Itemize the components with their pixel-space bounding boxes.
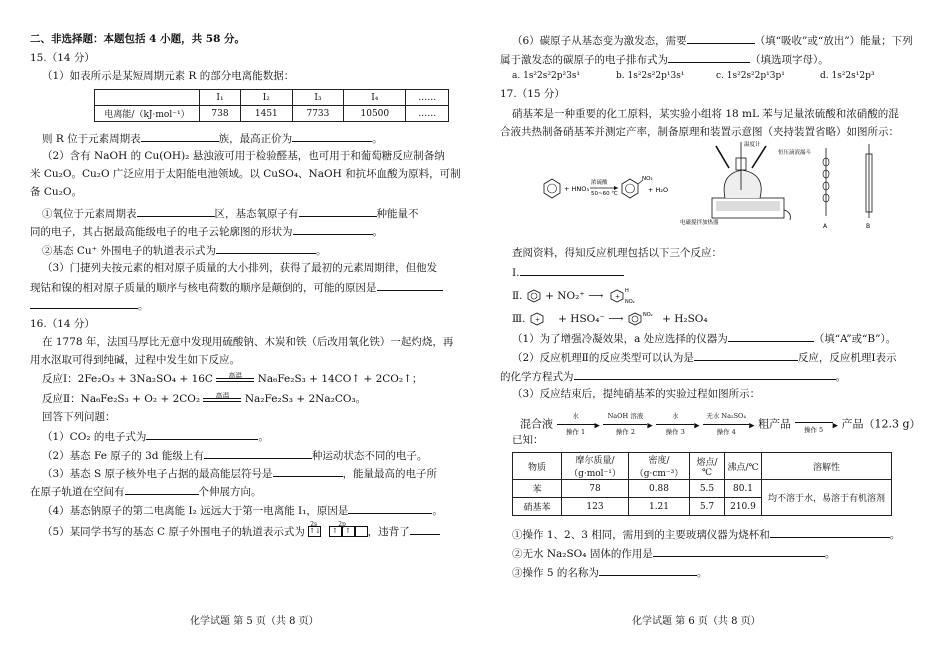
sigma-complex-icon	[529, 308, 555, 330]
table-header-cell: I₁	[200, 90, 241, 106]
q17-2	[512, 350, 896, 365]
reaction-2	[42, 393, 366, 406]
table-cell: 硝基苯	[513, 498, 562, 516]
text: Ⅰ.	[512, 267, 520, 279]
orbital-box-2p: ↑	[342, 526, 355, 537]
benzene-structure	[544, 179, 560, 198]
text: Na₂Fe₂S₃ + 2Na₂CO₃。	[244, 393, 367, 405]
text: 属于激发态的碳原子的电子排布式为	[500, 54, 668, 66]
orbital-box-2s: ↑↓	[309, 527, 321, 535]
q17-3c	[512, 565, 707, 580]
text: + HSO₄⁻ ⟶	[558, 313, 624, 325]
flow-step	[656, 410, 694, 439]
text: + NO₂⁺ ⟶	[545, 290, 604, 302]
step-bottom: 操作 1	[565, 428, 586, 436]
no2-label: NO₂	[624, 299, 635, 305]
table-header-cell: I₄	[344, 90, 406, 106]
table-cell: 5.7	[690, 498, 725, 516]
table-cell: 78	[562, 480, 629, 498]
blank-absorb-release[interactable]	[687, 33, 755, 44]
table-cell: 5.5	[690, 480, 725, 498]
table-header-cell	[95, 90, 200, 106]
cond-bottom: 50~60 ℃	[591, 191, 618, 197]
flow-chart: 混合液 水 操作 1 ▶ NaOH 溶液 操作 2 ▶ 水 操作 3 ▶ 无水 Na₂SO₄ 操作 4 ▶ 粗产品 操作 5 ▶ 产品（12.3 g）	[520, 410, 920, 439]
mech-2	[512, 285, 641, 307]
reaction-arrow	[203, 392, 241, 406]
q15-p3c	[30, 298, 149, 313]
blank-directions[interactable]	[125, 484, 199, 495]
table-cell: 苯	[513, 480, 562, 498]
text: ①氧位于元素周期表	[42, 208, 137, 220]
q15-p1: （1）如表所示是某短周期元素 R 的部分电离能数据：	[42, 70, 295, 82]
blank-na-reason[interactable]	[348, 503, 432, 514]
q17-1	[512, 331, 896, 346]
arrowhead	[614, 186, 618, 190]
blank-orbital[interactable]	[216, 243, 316, 254]
text: （2）基态 Fe 原子的 3d 能级上有	[42, 450, 204, 462]
page-footer-right: 化学试题 第 6 页（共 8 页）	[632, 616, 761, 627]
nitrobenzene-icon	[627, 308, 659, 330]
no2-label: NO₂	[642, 176, 653, 182]
blank-violation[interactable]	[410, 524, 440, 535]
blank-condenser[interactable]	[728, 331, 814, 342]
text: （6）碳原子从基态变为激发态，需要	[512, 35, 687, 47]
condition: 高温	[228, 372, 243, 380]
text: ，能量最高的电子所	[342, 468, 438, 480]
flow-step	[603, 410, 647, 439]
q17-3: （3）反应结束后，提纯硝基苯的实验过程如图所示：	[512, 388, 761, 400]
table-cell: 10500	[344, 106, 406, 122]
blank-energy-count[interactable]	[299, 206, 377, 217]
text: ②无水 Na₂SO₄ 固体的作用是	[512, 548, 653, 560]
text: 种运动状态不同的电子。	[311, 450, 428, 462]
q17-3b	[512, 546, 835, 561]
q16-p0b: 用水沤取可得到纯碱，过程中发生如下反应。	[30, 354, 240, 366]
reaction-arrow	[216, 372, 254, 386]
q15-p2c: 备 Cu₂O。	[30, 186, 82, 198]
text: 则 R 位于元素周期表	[42, 133, 141, 145]
table-cell-solubility: 均不溶于水，易溶于有机溶剂	[762, 480, 892, 516]
condenser-b	[866, 144, 872, 218]
q15-2-line1	[42, 206, 419, 221]
funnel-label: 恒压滴液漏斗	[778, 150, 812, 156]
text: 。	[835, 371, 846, 383]
q16-5	[42, 520, 440, 539]
flow-mid: 粗产品	[758, 417, 792, 431]
label-a: A	[823, 223, 828, 230]
q17-3a	[512, 527, 900, 542]
table-cell: 738	[200, 106, 241, 122]
label-2p: 2p	[338, 520, 346, 528]
sigma-complex-icon	[607, 285, 641, 307]
text: （4）基态钠原子的第二电离能 I₂ 远远大于第一电离能 I₁，原因是	[42, 505, 349, 517]
text: 的化学方程式为	[500, 371, 574, 383]
text: （5）某同学书写的基态 C 原子外围电子的轨道表示式为	[42, 526, 305, 538]
table-cell: 0.88	[629, 480, 690, 498]
step-bottom: 操作 4	[716, 428, 736, 436]
q15-p3b	[30, 280, 443, 295]
blank-s-shell[interactable]	[273, 466, 343, 477]
table-header-cell: 物质	[513, 453, 562, 480]
flow-end: 产品（12.3 g）	[841, 417, 921, 431]
q16-1	[42, 429, 269, 444]
step-bottom: 操作 2	[615, 428, 635, 436]
q16-3	[42, 466, 437, 481]
table-cell: 210.9	[725, 498, 762, 516]
no2-label: NO₂	[642, 312, 653, 318]
text: （填选项字母）。	[750, 54, 829, 66]
text: 反应Ⅱ：Na₆Fe₂S₃ + O₂ + 2CO₂	[42, 393, 201, 405]
text: Ⅲ.	[512, 313, 526, 325]
blank-mech1[interactable]	[520, 265, 624, 276]
step-top: 水	[572, 412, 579, 420]
orbital-diagram	[308, 520, 367, 539]
blank-max-valence[interactable]	[292, 131, 372, 142]
blank-option[interactable]	[668, 52, 750, 63]
q17-p2: 合液共热制备硝基苯并测定产率，制备原理和装置示意图（夹持装置省略）如图所示：	[500, 126, 899, 138]
svg-text:+: +	[614, 293, 620, 301]
text: （2）反应机理Ⅱ的反应类型可以认为是	[512, 352, 694, 364]
blank-reason[interactable]	[377, 280, 443, 291]
reaction-1	[42, 373, 422, 386]
orbital-box-2p	[355, 526, 368, 537]
step-bottom: 操作 3	[665, 428, 685, 436]
svg-text:+: +	[534, 316, 540, 324]
reagent-label: + HNO₃	[564, 185, 589, 193]
text: 。	[138, 300, 149, 312]
text: 现钴和镍的相对原子质量的顺序与核电荷数的顺序是颠倒的，可能的原因是	[30, 282, 377, 294]
option-d[interactable]: d. 1s²2s¹2p³	[820, 71, 875, 81]
text: 。	[258, 431, 269, 443]
blank-na2so4-role[interactable]	[653, 546, 825, 557]
text: ，违背了	[367, 526, 410, 538]
text: （1）CO₂ 的电子式为	[42, 431, 147, 443]
table-cell: 80.1	[725, 480, 762, 498]
q15-head: 15.（14 分）	[30, 52, 95, 64]
q17-head: 17.（15 分）	[500, 88, 565, 100]
blank-co2-electron[interactable]	[146, 429, 258, 440]
blank-equation[interactable]	[574, 369, 836, 380]
mech-1	[512, 265, 624, 280]
text: Na₆Fe₂S₃ + 14CO↑ + 2CO₂↑；	[257, 373, 423, 385]
blank-operation5[interactable]	[599, 565, 697, 576]
text: 在原子轨道在空间有	[30, 486, 125, 498]
blank-glassware[interactable]	[770, 527, 890, 538]
page-footer-left: 化学试题 第 5 页（共 8 页）	[190, 616, 319, 627]
blank-reason-cont[interactable]	[30, 298, 138, 309]
text: 区，基态氧原子有	[214, 208, 299, 220]
step-bottom: 操作 5	[803, 425, 824, 434]
text: 种能量不	[376, 208, 419, 220]
table-header-cell: 溶解性	[762, 453, 892, 480]
table-header-cell: I₃	[292, 90, 344, 106]
blank-cloud-shape[interactable]	[293, 224, 373, 235]
option-a[interactable]: a. 1s²2s²2p²3s¹	[512, 71, 581, 81]
q15-1-answer-line	[42, 131, 383, 146]
thermometer-label: 温度计	[744, 142, 761, 148]
property-table	[512, 452, 892, 516]
table-cell: ……	[406, 106, 449, 122]
q15-2-line2	[30, 224, 383, 239]
q17-2b	[500, 369, 846, 384]
text: 反应Ⅰ：2Fe₂O₃ + 3Na₂SO₄ + 16C	[42, 373, 213, 385]
q16-2	[42, 448, 427, 463]
text: 。	[432, 505, 443, 517]
q16-p0a: 在 1778 年，法国马厚比无意中发现用硫酸钠、木炭和铁（后改用氧化铁）一起灼烧，再	[42, 336, 454, 348]
table-row-label: 电离能/（kJ·mol⁻¹）	[95, 106, 200, 122]
text: 。	[889, 529, 901, 541]
q16-head: 16.（14 分）	[30, 318, 95, 330]
text: 族，最高正价为	[218, 133, 293, 145]
apparatus-figure	[530, 140, 910, 232]
label-b: B	[866, 223, 871, 230]
benzene-icon	[526, 289, 542, 303]
q17-p1: 硝基苯是一种重要的化工原料，某实验小组将 18 mL 苯与足量浓硫酸和浓硝酸的混	[512, 108, 899, 120]
text: 。	[824, 548, 836, 560]
water-label: + H₂O	[648, 186, 669, 194]
option-b[interactable]: b. 1s²2s²2p¹3s¹	[616, 71, 685, 81]
blank-block[interactable]	[137, 206, 215, 217]
q16-4	[42, 503, 443, 518]
text: Ⅱ.	[512, 290, 523, 302]
text: 同的电子，其占据最高能级电子的电子云轮廓图的形状为	[30, 226, 293, 238]
table-header-cell: ……	[406, 90, 449, 106]
step-top: 无水 Na₂SO₄	[706, 412, 746, 420]
q16-3b	[30, 484, 262, 499]
text: （填“吸收”或“放出”）能量；下列	[754, 35, 913, 47]
table-cell: 1451	[241, 106, 293, 122]
cond-top: 浓硫酸	[591, 180, 608, 186]
table-cell: 1.21	[629, 498, 690, 516]
q15-p2b: 米 Cu₂O。Cu₂O 广泛应用于太阳能电池领域。以 CuSO₄、NaOH 和抗坏血酸为原料，可制	[30, 168, 461, 180]
condition: 高温	[215, 392, 230, 400]
text: （填“A”或“B”）。	[813, 333, 897, 345]
q15-2-line3	[42, 243, 327, 258]
text: 。	[372, 226, 383, 238]
text: 。	[316, 245, 327, 257]
text: 个伸展方向。	[198, 486, 262, 498]
text: ②基态 Cu⁺ 外围电子的轨道表示式为	[42, 245, 217, 257]
text: 。	[696, 567, 708, 579]
text: ①操作 1、2、3 相同，需用到的主要玻璃仪器为烧杯和	[512, 529, 770, 541]
text: （3）基态 S 原子核外电子占据的最高能层符号是	[42, 468, 273, 480]
ionization-table	[94, 89, 449, 122]
heater-label: 电磁搅拌加热器	[680, 220, 719, 226]
flow-start: 混合液	[520, 417, 553, 431]
section-title: 二、非选择题：本题包括 4 小题，共 58 分。	[30, 33, 246, 45]
text: ③操作 5 的名称为	[512, 567, 599, 579]
flow-step	[557, 410, 595, 439]
label-2s: 2s	[310, 520, 318, 528]
condenser-a	[823, 148, 829, 216]
option-c[interactable]: c. 1s²2s²2p¹3p¹	[716, 71, 785, 81]
flow-step	[795, 413, 833, 437]
table-header-cell: 摩尔质量/（g·mol⁻¹）	[562, 453, 629, 480]
text: 。	[372, 133, 383, 145]
q15-6	[512, 33, 913, 48]
step-top: 水	[672, 412, 679, 420]
step-top: NaOH 溶液	[607, 412, 644, 420]
blank-reaction-type[interactable]	[694, 350, 798, 361]
q16-ask: 回答下列问题：	[42, 411, 116, 423]
q15-6b	[500, 52, 829, 67]
blank-group[interactable]	[141, 131, 219, 142]
table-header-cell: 熔点/℃	[690, 453, 725, 480]
table-header-cell: 沸点/℃	[725, 453, 762, 480]
table-cell: 7733	[292, 106, 344, 122]
q15-p3a: （3）门捷列夫按元素的相对原子质量的大小排列，获得了最初的元素周期律，但他发	[42, 262, 438, 274]
table-header-cell: 密度/（g·cm⁻³）	[629, 453, 690, 480]
text: （1）为了增强冷凝效果，a 处应选择的仪器为	[512, 333, 728, 345]
table-header-cell: I₂	[241, 90, 293, 106]
orbital-box-2p: ↑	[329, 526, 342, 537]
mech-intro: 查阅资料，得知反应机理包括以下三个反应：	[512, 247, 722, 259]
blank-fe-3d[interactable]	[204, 448, 312, 459]
nitrobenzene-structure	[622, 179, 643, 198]
text: + H₂SO₄	[662, 313, 708, 325]
table-cell: 123	[562, 498, 629, 516]
mech-3	[512, 308, 708, 330]
h-label: H	[624, 288, 629, 294]
q15-p2a: （2）含有 NaOH 的 Cu(OH)₂ 悬浊液可用于检验醛基，也可用于和葡萄糖反应制备纳	[42, 150, 445, 162]
known-label: 已知：	[512, 434, 544, 446]
text: 反应，反应机理Ⅰ表示	[797, 352, 897, 364]
flow-step	[703, 410, 749, 439]
